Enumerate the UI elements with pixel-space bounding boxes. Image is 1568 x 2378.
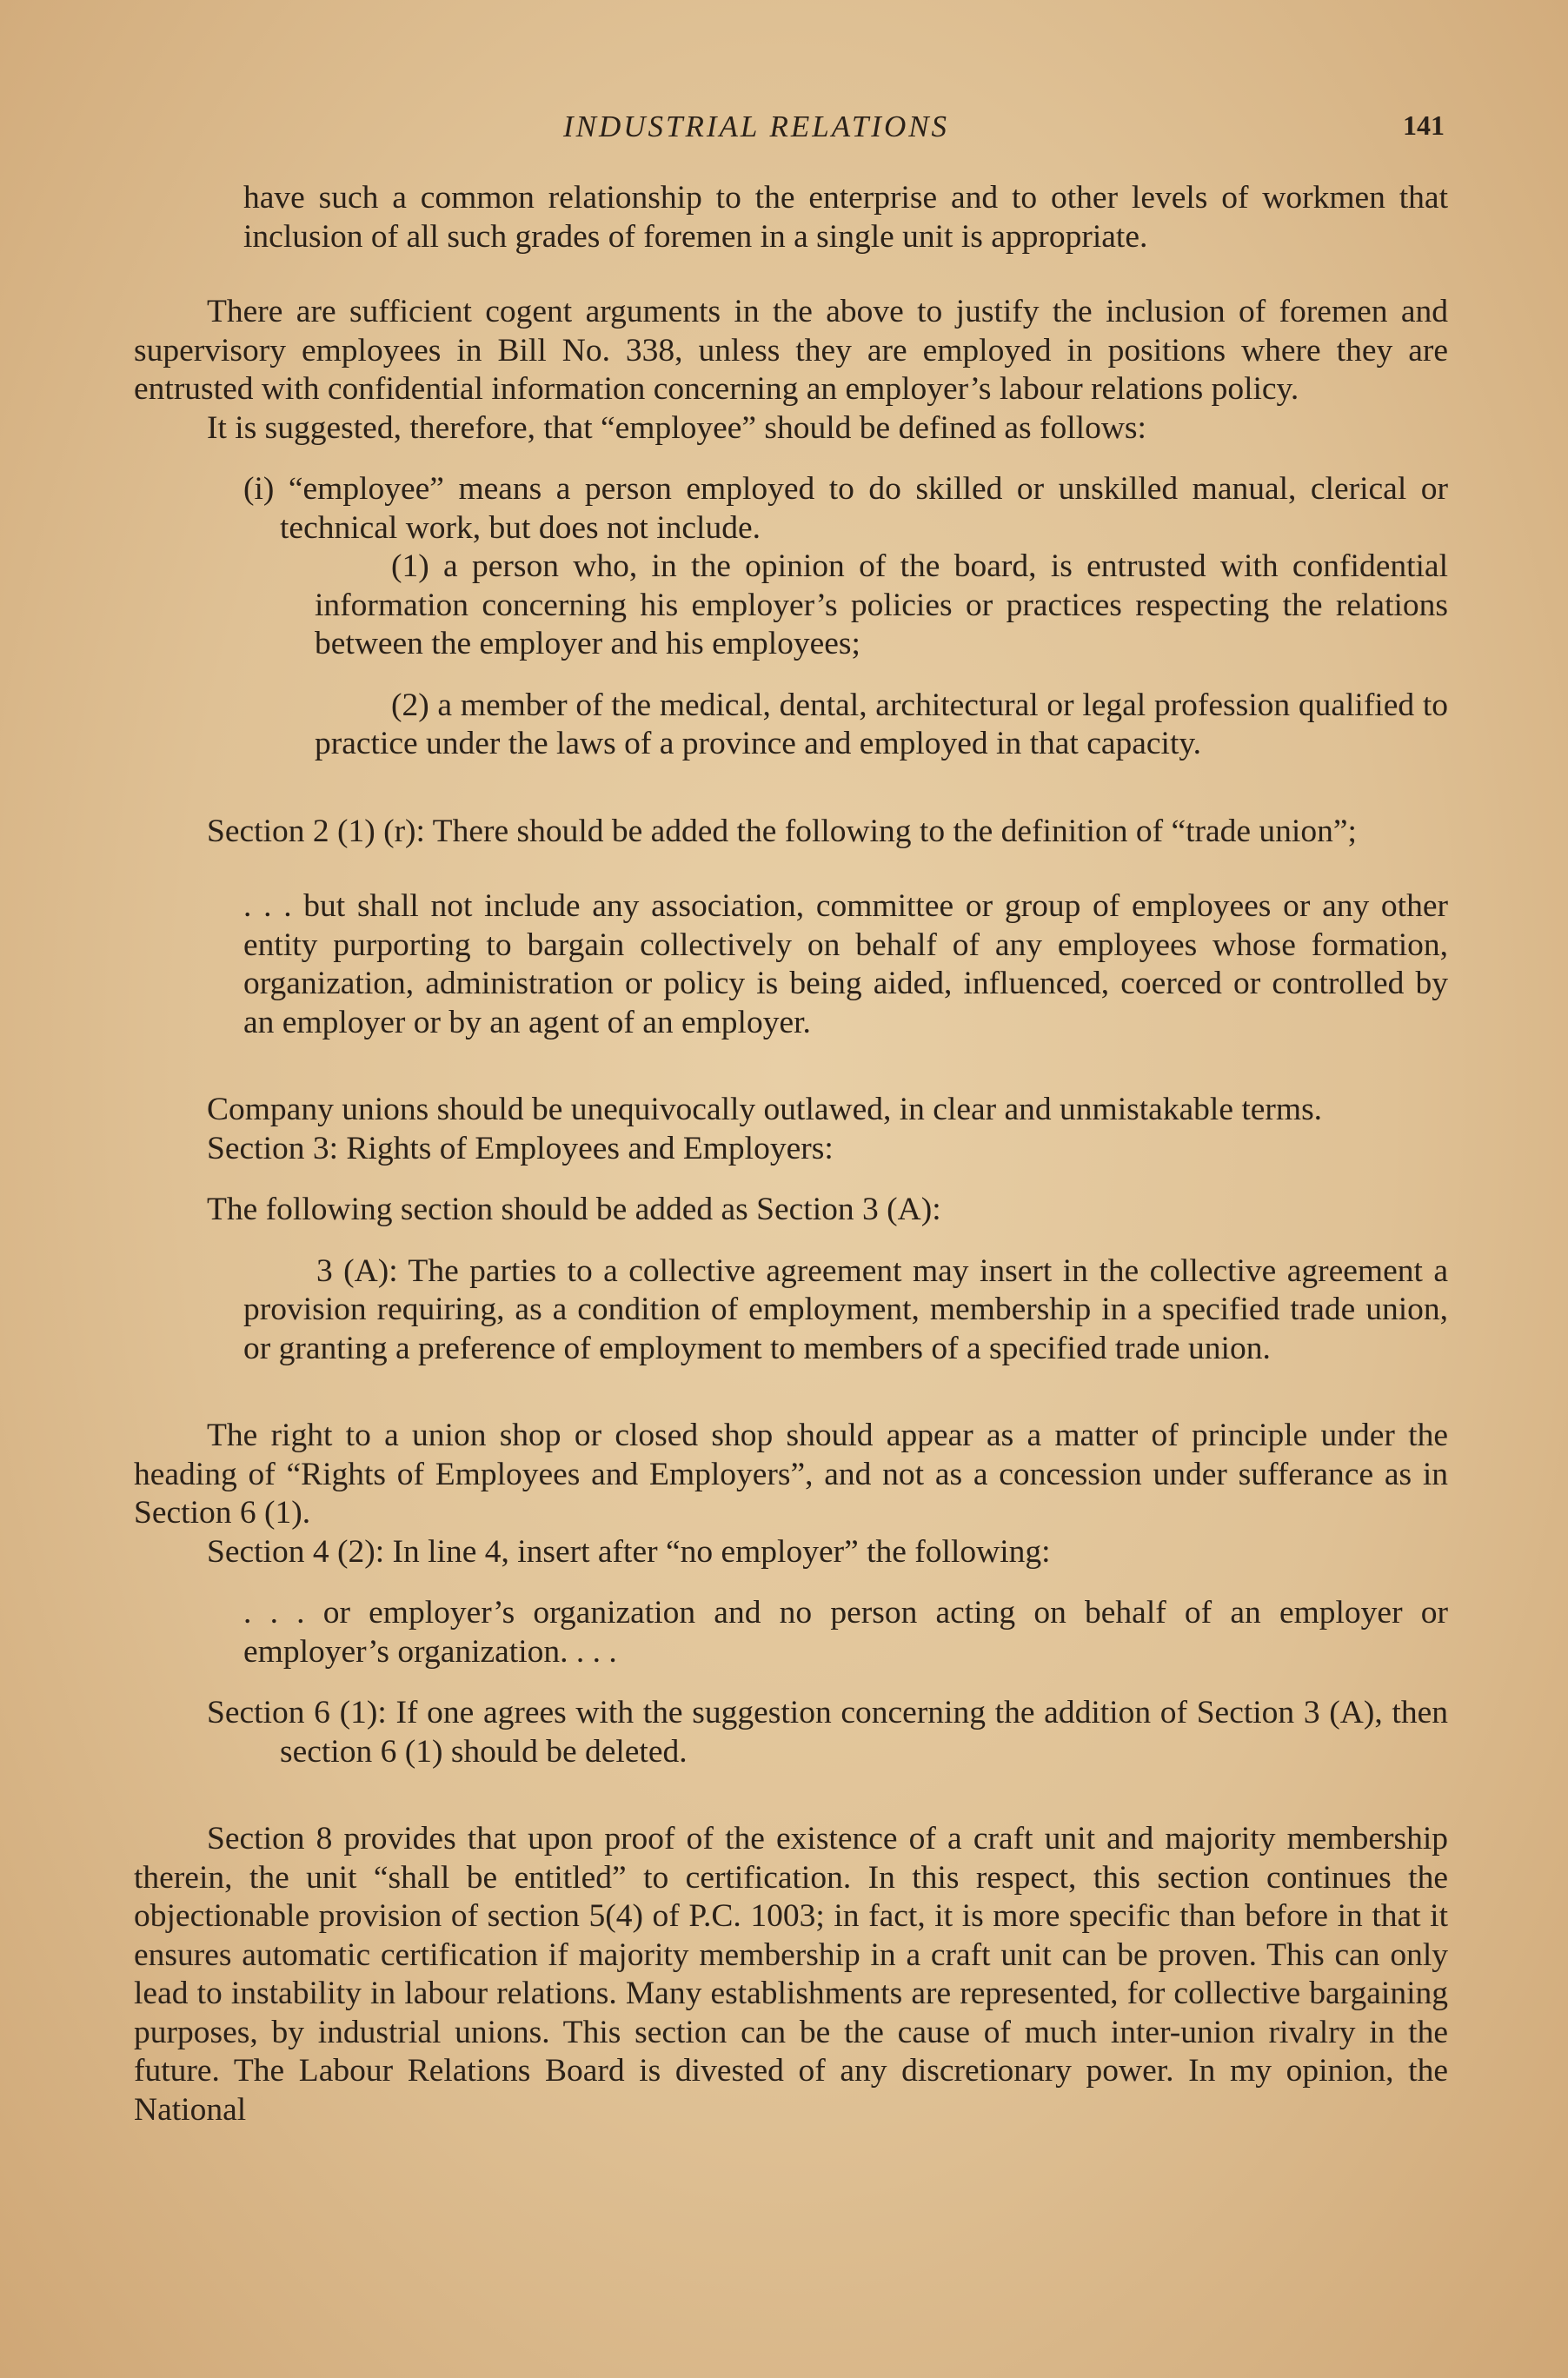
quote-trade-union-exclusion: . . . but shall not include any association, committee or group of employees or any other entity purporting to bargain collectively on behalf of any employees whose formation, organization, administration or policy is being aided, influenced, coerced or controlled by an employer or by an agent of an employer. (243, 888, 1448, 1040)
running-title: INDUSTRIAL RELATIONS (563, 110, 950, 143)
paragraph-employee-definition-intro: It is suggested, therefore, that “employee” should be defined as follows: (207, 409, 1146, 446)
heading-section-3: Section 3: Rights of Employees and Employers: (207, 1130, 834, 1166)
paragraph-section-3a-intro: The following section should be added as Section 3 (A): (207, 1192, 941, 1227)
page-body (134, 179, 1448, 2129)
paragraph-section-8: Section 8 provides that upon proof of the existence of a craft unit and majority membership therein, the unit “shall be entitled” to certification. In this respect, this section continues the objectionable provision of section 5(4) of P.C. 1003; in fact, it is more specific than before in that it ensures automatic certification if majority membership in a craft unit can be proven. This can only lead to instability in labour relations. Many establishments are represented, for collective bargaining purposes, by industrial unions. This section can be the cause of much inter-union rivalry in the future. The Labour Relations Board is divested of any discretionary power. In my opinion, the National (134, 1821, 1448, 2128)
page-number: 141 (1403, 110, 1445, 141)
definition-subitem-1: (1) a person who, in the opinion of the board, is entrusted with confidential information concerning his employer’s policies or practices respecting the relations between the employer and his employees; (315, 548, 1448, 661)
definition-item-i: (i) “employee” means a person employed to do skilled or unskilled manual, clerical or technical work, but does not include. (243, 471, 1448, 546)
quote-section-3a: 3 (A): The parties to a collective agreement may insert in the collective agreement a provision requiring, as a condition of employment, membership in a specified trade union, or granting a preference of employment to members of a specified trade union. (243, 1252, 1448, 1366)
paragraph-union-shop: The right to a union shop or closed shop should appear as a matter of principle under the heading of “Rights of Employees and Employers”, and not as a concession under sufferance as in Section 6 (1). (134, 1418, 1448, 1531)
paragraph-foremen-inclusion: There are sufficient cogent arguments in the above to justify the inclusion of foremen and supervisory employees in Bill No. 338, unless they are employed in positions where they are entrusted with confidential information concerning an employer’s labour relations policy. (134, 294, 1448, 407)
paragraph-continuation: have such a common relationship to the enterprise and to other levels of workmen that inclusion of all such grades of foremen in a single unit is appropriate. (243, 180, 1448, 255)
definition-subitem-2: (2) a member of the medical, dental, architectural or legal profession qualified to practice under the laws of a province and employed in that capacity. (315, 687, 1448, 761)
running-head (0, 110, 1568, 153)
paragraph-section-2-1-r: Section 2 (1) (r): There should be added the following to the definition of “trade union”; (207, 813, 1357, 849)
paragraph-company-unions: Company unions should be unequivocally outlawed, in clear and unmistakable terms. (207, 1092, 1323, 1127)
quote-employer-organization: . . . or employer’s organization and no person acting on behalf of an employer or employer’s organization. . . . (243, 1595, 1448, 1670)
paragraph-section-4-2: Section 4 (2): In line 4, insert after “no employer” the following: (207, 1533, 1051, 1570)
paragraph-section-6-1: Section 6 (1): If one agrees with the suggestion concerning the addition of Section 3 (A), then section 6 (1) should be deleted. (207, 1695, 1448, 1770)
